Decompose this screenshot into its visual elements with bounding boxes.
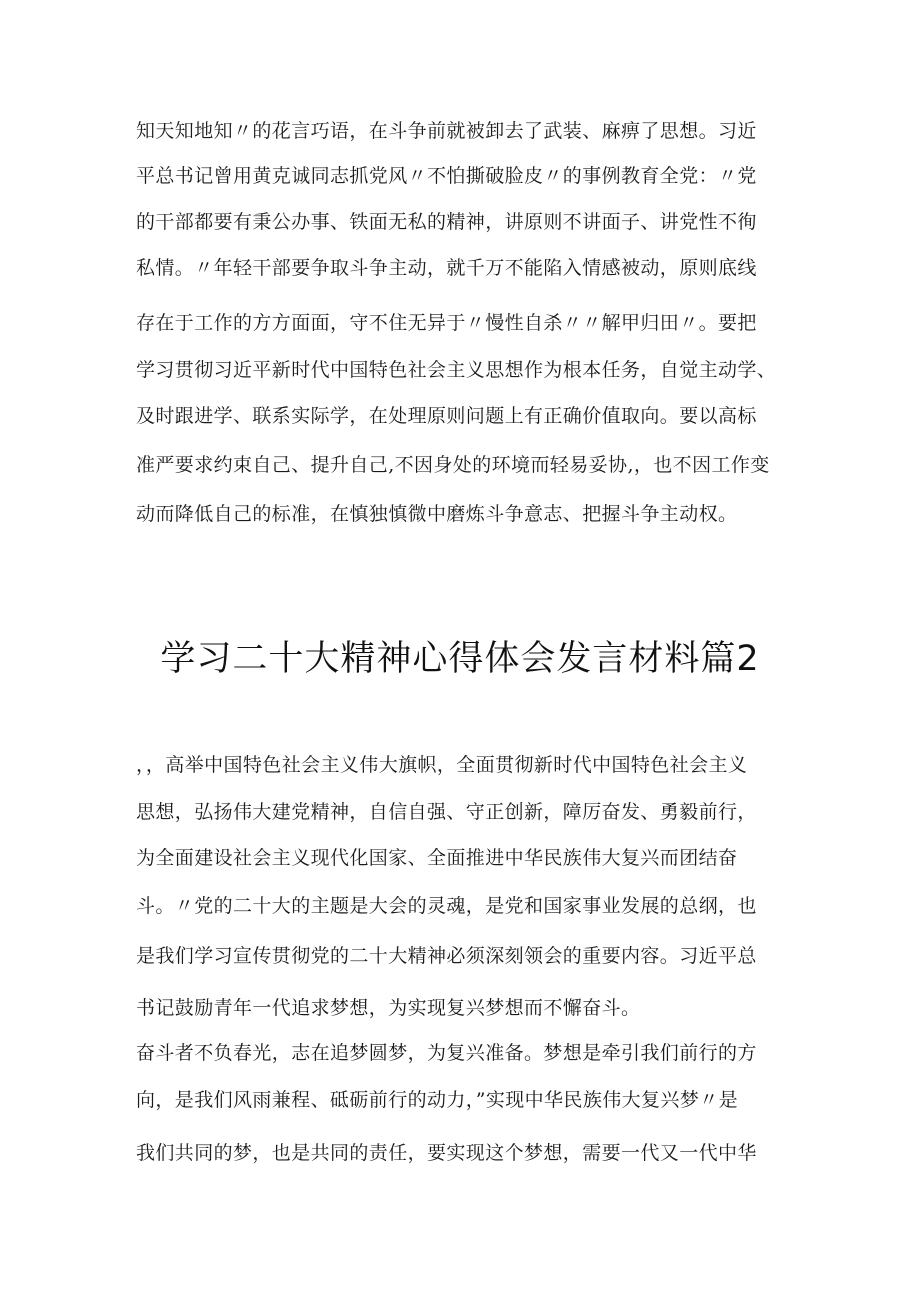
- paragraph-line: 学习贯彻习近平新时代中国特色社会主义思想作为根本任务，自觉主动学、: [136, 359, 777, 381]
- paragraph-line: 及时跟进学、联系实际学，在处理原则问题上有正确价值取向。要以高标: [136, 405, 757, 427]
- paragraph-line: 斗。〃党的二十大的主题是大会的灵魂，是党和国家事业发展的总纲，也: [136, 895, 757, 917]
- paragraph-line: 是我们学习宣传贯彻党的二十大精神必须深刻领会的重要内容。习近平总: [136, 945, 757, 967]
- paragraph-line: 思想，弘扬伟大建党精神，自信自强、守正创新，障厉奋发、勇毅前行，: [136, 801, 757, 823]
- paragraph-line: 奋斗者不负春光，志在追梦圆梦，为复兴准备。梦想是牵引我们前行的方: [136, 1042, 757, 1064]
- paragraph-line: 动而降低自己的标准，在慎独慎微中磨炼斗争意志、把握斗争主动权。: [136, 503, 738, 525]
- paragraph-line: 知天知地知〃的花言巧语，在斗争前就被卸去了武装、麻痹了思想。习近: [136, 120, 757, 142]
- paragraph-line: 私情。〃年轻干部要争取斗争主动，就千万不能陷入情感被动，原则底线: [136, 257, 757, 279]
- paragraph-line: 我们共同的梦，也是共同的责任，要实现这个梦想，需要一代又一代中华: [136, 1142, 757, 1164]
- section-heading: 学习二十大精神心得体会发言材料篇2: [160, 639, 760, 679]
- paragraph-line: 平总书记曾用黄克诚同志抓党风〃不怕撕破脸皮〃的事例教育全党：〃党: [136, 165, 757, 187]
- paragraph-line: 书记鼓励青年一代追求梦想，为实现复兴梦想而不懈奋斗。: [136, 997, 641, 1019]
- paragraph-line: 的干部都要有秉公办事、铁面无私的精神，讲原则不讲面子、讲党性不徇: [136, 211, 757, 233]
- paragraph-line: 为全面建设社会主义现代化国家、全面推进中华民族伟大复兴而团结奋: [136, 847, 738, 869]
- paragraph-line: 存在于工作的方方面面，守不住无异于〃慢性自杀〃〃解甲归田〃。要把: [136, 312, 757, 334]
- paragraph-line: 准严要求约束自己、提升自己,不因身处的环境而轻易妥协,，也不因工作变: [136, 454, 770, 476]
- paragraph-line: 向，是我们风雨兼程、砥砺前行的动力，”实现中华民族伟大复兴梦〃是: [136, 1089, 739, 1111]
- paragraph-line: ，，高举中国特色社会主义伟大旗帜，全面贯彻新时代中国特色社会主义: [136, 754, 748, 776]
